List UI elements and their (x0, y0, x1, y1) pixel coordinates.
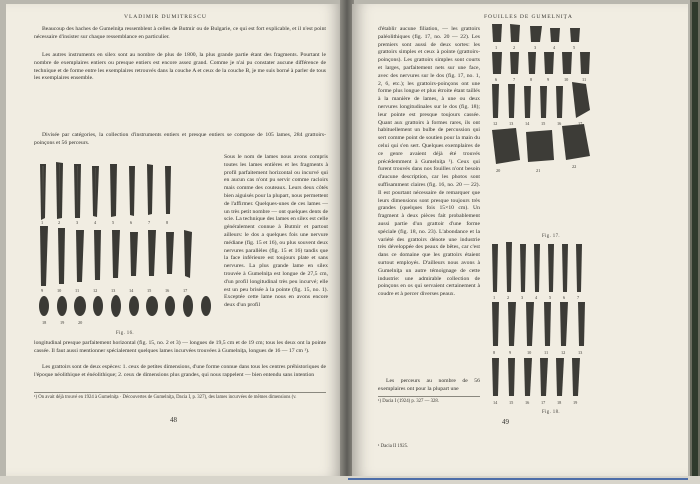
fig16-label-13: 13 (111, 288, 116, 293)
fig16-label-7: 7 (148, 220, 151, 225)
fig17-label-4: 4 (553, 45, 556, 50)
fig17-label-16: 16 (557, 121, 562, 126)
fig17-caption: Fig. 17. (542, 234, 560, 239)
lames-continued-paragraph: longitudinal presque parfaitement horizontal (fig. 15, no. 2 et 3) — longues de 19,5 cm et de 19 cm; tous les deux ont la pointe cassée. Il faut aussi mentionner spécialement quelques lames incurvées trouvées à Gumelniţa, longues de 16 — 17 cm ¹). (34, 340, 326, 354)
running-head-right: FOUILLES DE GUMELNIŢA (484, 14, 573, 20)
fig18-label-1: 1 (493, 295, 496, 300)
blade-17 (184, 230, 192, 278)
fig17-label-9: 9 (547, 77, 550, 82)
fig17-label-20: 20 (496, 168, 501, 173)
fig18-label-2: 2 (507, 295, 510, 300)
fig17-label-7: 7 (513, 77, 516, 82)
fig18-label-16: 16 (525, 400, 530, 405)
fig17-label-5: 5 (573, 45, 576, 50)
fig18-label-11: 11 (544, 350, 549, 355)
fig18-label-8: 8 (493, 350, 496, 355)
blade-5 (110, 164, 117, 217)
fig16-label-4: 4 (94, 220, 97, 225)
fig16-label-2: 2 (58, 220, 61, 225)
fig16-label-5: 5 (112, 220, 115, 225)
fig16-label-3: 3 (76, 220, 79, 225)
blade-15 (148, 230, 156, 276)
fig17-label-2: 2 (513, 45, 516, 50)
fig16-label-14: 14 (129, 288, 134, 293)
blade-7 (147, 164, 153, 215)
left-footnote: ¹) On avait déjà trouvé en 1924 à Gumelniţa · Découvertes de Gumelniţa, Dacia I, p. 327), des lames incurvées de mêmes dimensions (v. (34, 392, 326, 402)
running-head-left: VLADIMIR DUMITRESCU (124, 14, 207, 20)
blade-6 (129, 166, 135, 216)
fig16-label-6: 6 (130, 220, 133, 225)
grattoirs-column: d'établir aucune filiation, — les grattoirs paléolithiques (fig. 17, no. 20 — 22). Les premiers sont aussi de deux sortes: les grattoirs simples et ceux à pointe (grattoirs-poinçons). Les grattoirs simples sont courts et larges, parfaitement nets sur une face, avec des nervures sur le dos (fig. 17, no. 1, 2, 6, etc.); les grattoirs-poinçons ont une forme plus longue et plus étroite étant taillés à la manière de lames, à une ou deux nervures longitudinales sur le dos (fig. 18); leur pointe est presque toujours cassée. Quant aux grattoirs à formes rares, ils ont habituellement un bulbe de percussion qui sert comme point de soutien pour la main du celui qui s'en sert. Quelques exemplaires de ce genre avaient déjà été trouvés précédemment à Gumelniţa ¹). Ceux qui furent trouvés dans nos fouilles n'ont besoin d'aucune description, car les photos sont suffisamment claires (fig. 16, no. 20 — 22). Il est pourtant nécessaire de remarquer que leurs dimensions sont presque toujours très grandes (quelques fois 15×10 cm). Un fragment à deux pièces fait probablement aussi partie d'un grattoir d'une forme spéciale (fig. 18, no. 23). L'abondance et la variété des grattoirs dénote une industrie très développée des peaux de bêtes, car c'est dans ce domaine que les grattoirs étaient surtout employés. D'ailleurs nous avons à Gumelniţa un autre témoignage de cette industrie: une admirable collection de poinçons en os qui servaient certainement à coudre et à percer diverses peaux. (378, 26, 480, 298)
fig16-plate (32, 158, 218, 330)
perceurs-paragraph: Les perceurs au nombre de 56 exemplaires ont pour la plupart une (378, 378, 480, 392)
blade-9 (40, 226, 48, 286)
fig17-label-12: 12 (493, 121, 498, 126)
fig18-label-9: 9 (509, 350, 512, 355)
scraper-2 (510, 24, 520, 42)
fig18-label-19: 19 (573, 400, 578, 405)
fig17-label-3: 3 (534, 45, 537, 50)
fig16-label-10: 10 (57, 288, 62, 293)
right-page-number: 49 (502, 418, 509, 426)
scraper-1 (492, 24, 502, 42)
fig18-label-15: 15 (509, 400, 514, 405)
fig18-label-6: 6 (563, 295, 566, 300)
fig17-plate (486, 22, 604, 228)
fig17-label-17: 17 (578, 121, 583, 126)
fig16-label-20: 20 (78, 320, 83, 325)
fig17-label-11: 11 (582, 77, 587, 82)
fig18-caption: Fig. 18. (542, 410, 560, 415)
fig16-label-17: 17 (183, 288, 188, 293)
scraper-20 (74, 296, 86, 316)
scraper-4 (550, 28, 560, 42)
fig16-label-11: 11 (75, 288, 80, 293)
fig16-label-16: 16 (165, 288, 170, 293)
bottom-edge (0, 476, 700, 484)
fig18-label-13: 13 (578, 350, 583, 355)
fig16-label-18: 18 (42, 320, 47, 325)
blade-16 (166, 232, 174, 274)
scraper-5 (570, 28, 580, 42)
blade-13 (112, 230, 120, 278)
fig18-label-10: 10 (527, 350, 532, 355)
left-page (6, 4, 342, 476)
fig16-label-1: 1 (41, 220, 44, 225)
scraper-18 (39, 296, 49, 316)
right-page (352, 4, 688, 476)
fig17-label-21: 21 (536, 168, 541, 173)
fig17-label-6: 6 (495, 77, 498, 82)
fig17-label-1: 1 (495, 45, 498, 50)
scraper-3 (530, 26, 542, 42)
fig16-label-15: 15 (147, 288, 152, 293)
cover-edge (690, 0, 700, 484)
scraper-19 (57, 296, 67, 316)
fig18-label-18: 18 (557, 400, 562, 405)
blade-14 (130, 232, 138, 276)
fig18-label-12: 12 (561, 350, 566, 355)
blade-8 (165, 166, 171, 214)
lames-column: Sous le nom de lames nous avons compris toutes les lames entières et les fragments à profil parfaitement horizontal ou incurvé qui en aucun cas n'ont pu servir comme racloirs mais comme des couteaux. Leurs deux côtés bien aiguisés pour la plupart, nous permettent de l'affirmer. Quelques-unes de ces lames — un très petit nombre — ont quelques dents de scie. La technique des lames en silex est celle généralement connue à Butmir et partout ailleurs: le dos a quelques fois une nervure médiane (fig. 15 et 16), ou plus souvent deux nervures parallèles (fig. 15 et 16) tandis que la face inférieure est toujours plate et sans nervures. La plus grande lame en silex trouvée à Gumelniţa est longue de 27,5 cm, d'un profil longitudinal très peu incurvé; elle est un peu brisée à la pointe (fig. 15, no. 1). Exceptée cette lame nous en avons encore deux d'un profil (224, 154, 328, 309)
fig18-label-17: 17 (541, 400, 546, 405)
fig18-label-4: 4 (535, 295, 538, 300)
fig16-label-8: 8 (166, 220, 169, 225)
fig18-plate (486, 240, 604, 410)
categories-paragraph: Divisée par catégories, la collection d'instruments entiers et presque entiers se compose de 105 lames, 284 grattoirs-poinçons et 56 perceurs. (34, 132, 326, 146)
fig17-label-22: 22 (572, 164, 577, 169)
blade-11 (76, 230, 84, 282)
fig17-label-15: 15 (541, 121, 546, 126)
flint-paragraph: Les autres instruments en silex sont au nombre de plus de 1800, la plus grande partie étant des fragments. Pourtant le nombre de exemplaires entiers ou presque entiers est encore assez grand. Comme je n'ai pu constater aucune différence de technique et de forme entre les exemplaires retrouvés dans la couche A et ceux de la couche B, je me suis borné à parler de tous les exemplaires ensemble. (34, 52, 326, 82)
fig17-label-10: 10 (564, 77, 569, 82)
grattoirs-paragraph: Les grattoirs sont de deux espèces: 1. ceux de petites dimensions, d'une forme connue dans tous les centres préhistoriques de l'époque néolithique et énéolithique; 2. ceux de dimensions plus grandes, qui nous rappelent — bien entendu sans intention (34, 364, 326, 378)
intro-paragraph: Beaucoup des haches de Gumelniţa ressemblent à celles de Butmir ou de Bulgarie, ce qui est fort explicable, et il n'est point nécessaire d'insister sur chaque ressemblance en particulier. (34, 26, 326, 40)
right-bottom-note: ¹ Dacia II 1925. (378, 444, 409, 449)
blade-12 (94, 230, 101, 280)
left-page-number: 48 (170, 416, 177, 424)
fig18-label-14: 14 (493, 400, 498, 405)
fig17-label-13: 13 (509, 121, 514, 126)
blade-10 (58, 228, 65, 284)
fig18-label-5: 5 (549, 295, 552, 300)
fig16-caption: Fig. 16. (116, 331, 134, 336)
fig16-label-19: 19 (60, 320, 65, 325)
fig17-label-14: 14 (525, 121, 530, 126)
fig18-label-3: 3 (521, 295, 524, 300)
fig17-label-8: 8 (530, 77, 533, 82)
fig16-label-9: 9 (41, 288, 44, 293)
fig18-label-7: 7 (577, 295, 580, 300)
fig16-label-12: 12 (93, 288, 98, 293)
right-footnote: ¹) Dacia I (1924) p. 327 — 328. (378, 396, 480, 406)
